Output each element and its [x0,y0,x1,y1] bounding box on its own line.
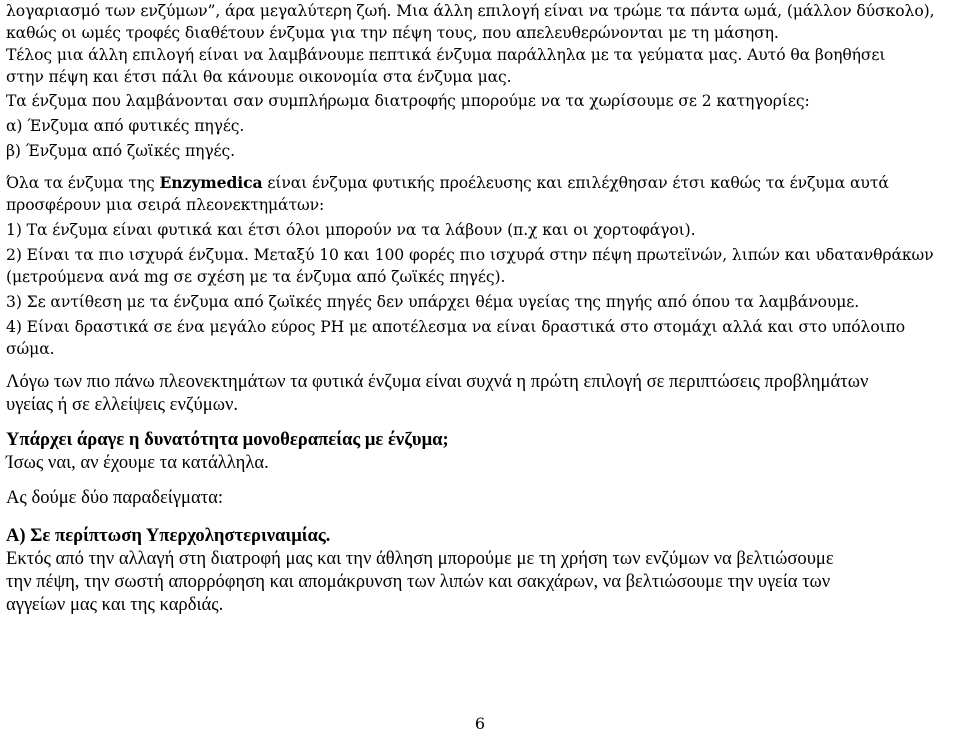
case-a-heading: Α) Σε περίπτωση Υπερχοληστεριναιμίας. [6,525,331,546]
conclusion-line: υγείας ή σε ελλείψεις ενζύμων. [6,394,239,415]
monotherapy-section [6,428,954,509]
advantage-4: 4) Είναι δραστικά σε ένα μεγάλο εύρος PH με αποτέλεσμα να είναι δραστικά στο στομάχι αλλά και στο υπόλοιπο [6,318,906,336]
intro-line: Τέλος μια άλλη επιλογή είναι να λαμβάνουμε πεπτικά ένζυμα παράλληλα με τα γεύματα μας. Αυτό θα βοηθήσει [6,46,886,64]
intro-line: λογαριασμό των ενζύμων”, άρα μεγαλύτερη ζωή. Μια άλλη επιλογή είναι να τρώμε τα πάντα ωμά, (μάλλον δύσκολο), [6,2,935,20]
categories-section [6,90,954,162]
brand-name: Enzymedica [159,173,263,192]
advantage-2: 2) Είναι τα πιο ισχυρά ένζυμα. Μεταξύ 10 και 100 φορές πιο ισχυρά στην πέψη πρωτεϊνών, λιπών και υδατανθράκων [6,246,934,264]
enzymedica-section [6,172,954,360]
examples-intro: Ας δούμε δύο παραδείγματα: [6,487,224,508]
enzymedica-intro-cont: προσφέρουν μια σειρά πλεονεκτημάτων: [6,196,325,214]
advantage-1: 1) Τα ένζυμα είναι φυτικά και έτσι όλοι μπορούν να τα λάβουν (π.χ και οι χορτοφάγοι). [6,221,696,239]
intro-line: στην πέψη και έτσι πάλι θα κάνουμε οικονομία στα ένζυμα μας. [6,68,512,86]
categories-lead: Τα ένζυμα που λαμβάνονται σαν συμπλήρωμα διατροφής μπορούμε να τα χωρίσουμε σε 2 κατηγορίες: [6,92,810,110]
intro-paragraph [6,0,954,88]
advantage-3: 3) Σε αντίθεση με τα ένζυμα από ζωϊκές πηγές δεν υπάρχει θέμα υγείας της πηγής από όπου τα λαμβάνουμε. [6,293,860,311]
case-a-line: Εκτός από την αλλαγή στη διατροφή μας και την άθληση μπορούμε με τη χρήση των ενζύμων να βελτιώσουμε [6,548,834,569]
monotherapy-question: Υπάρχει άραγε η δυνατότητα μονοθεραπείας με ένζυμα; [6,429,449,450]
conclusion-line: Λόγω των πιο πάνω πλεονεκτημάτων τα φυτικά ένζυμα είναι συχνά η πρώτη επιλογή σε περιπτώσεις προβλημάτων [6,371,869,392]
category-b: β) Ένζυμα από ζωϊκές πηγές. [6,142,236,160]
document-page [6,0,954,616]
advantage-4-cont: σώμα. [6,340,55,358]
monotherapy-answer: Ίσως ναι, αν έχουμε τα κατάλληλα. [6,452,269,473]
case-a-section [6,524,954,616]
category-a: α) Ένζυμα από φυτικές πηγές. [6,117,245,135]
enzymedica-post: είναι ένζυμα φυτικής προέλευσης και επιλέχθησαν έτσι καθώς τα ένζυμα αυτά [262,174,889,192]
advantage-2-cont: (μετρούμενα ανά mg σε σχέση με τα ένζυμα από ζωϊκές πηγές). [6,268,506,286]
case-a-line: αγγείων μας και της καρδιάς. [6,594,224,615]
page-number: 6 [474,714,486,733]
enzymedica-intro [6,172,954,194]
intro-line: καθώς οι ωμές τροφές διαθέτουν ένζυμα για την πέψη τους, που απελευθερώνονται με τη μάσηση. [6,24,779,42]
enzymedica-pre: Όλα τα ένζυμα της [6,174,160,192]
case-a-line: την πέψη, την σωστή απορρόφηση και απομάκρυνση των λιπών και σακχάρων, να βελτιώσουμε την υγεία των [6,571,831,592]
conclusion-paragraph [6,370,954,416]
